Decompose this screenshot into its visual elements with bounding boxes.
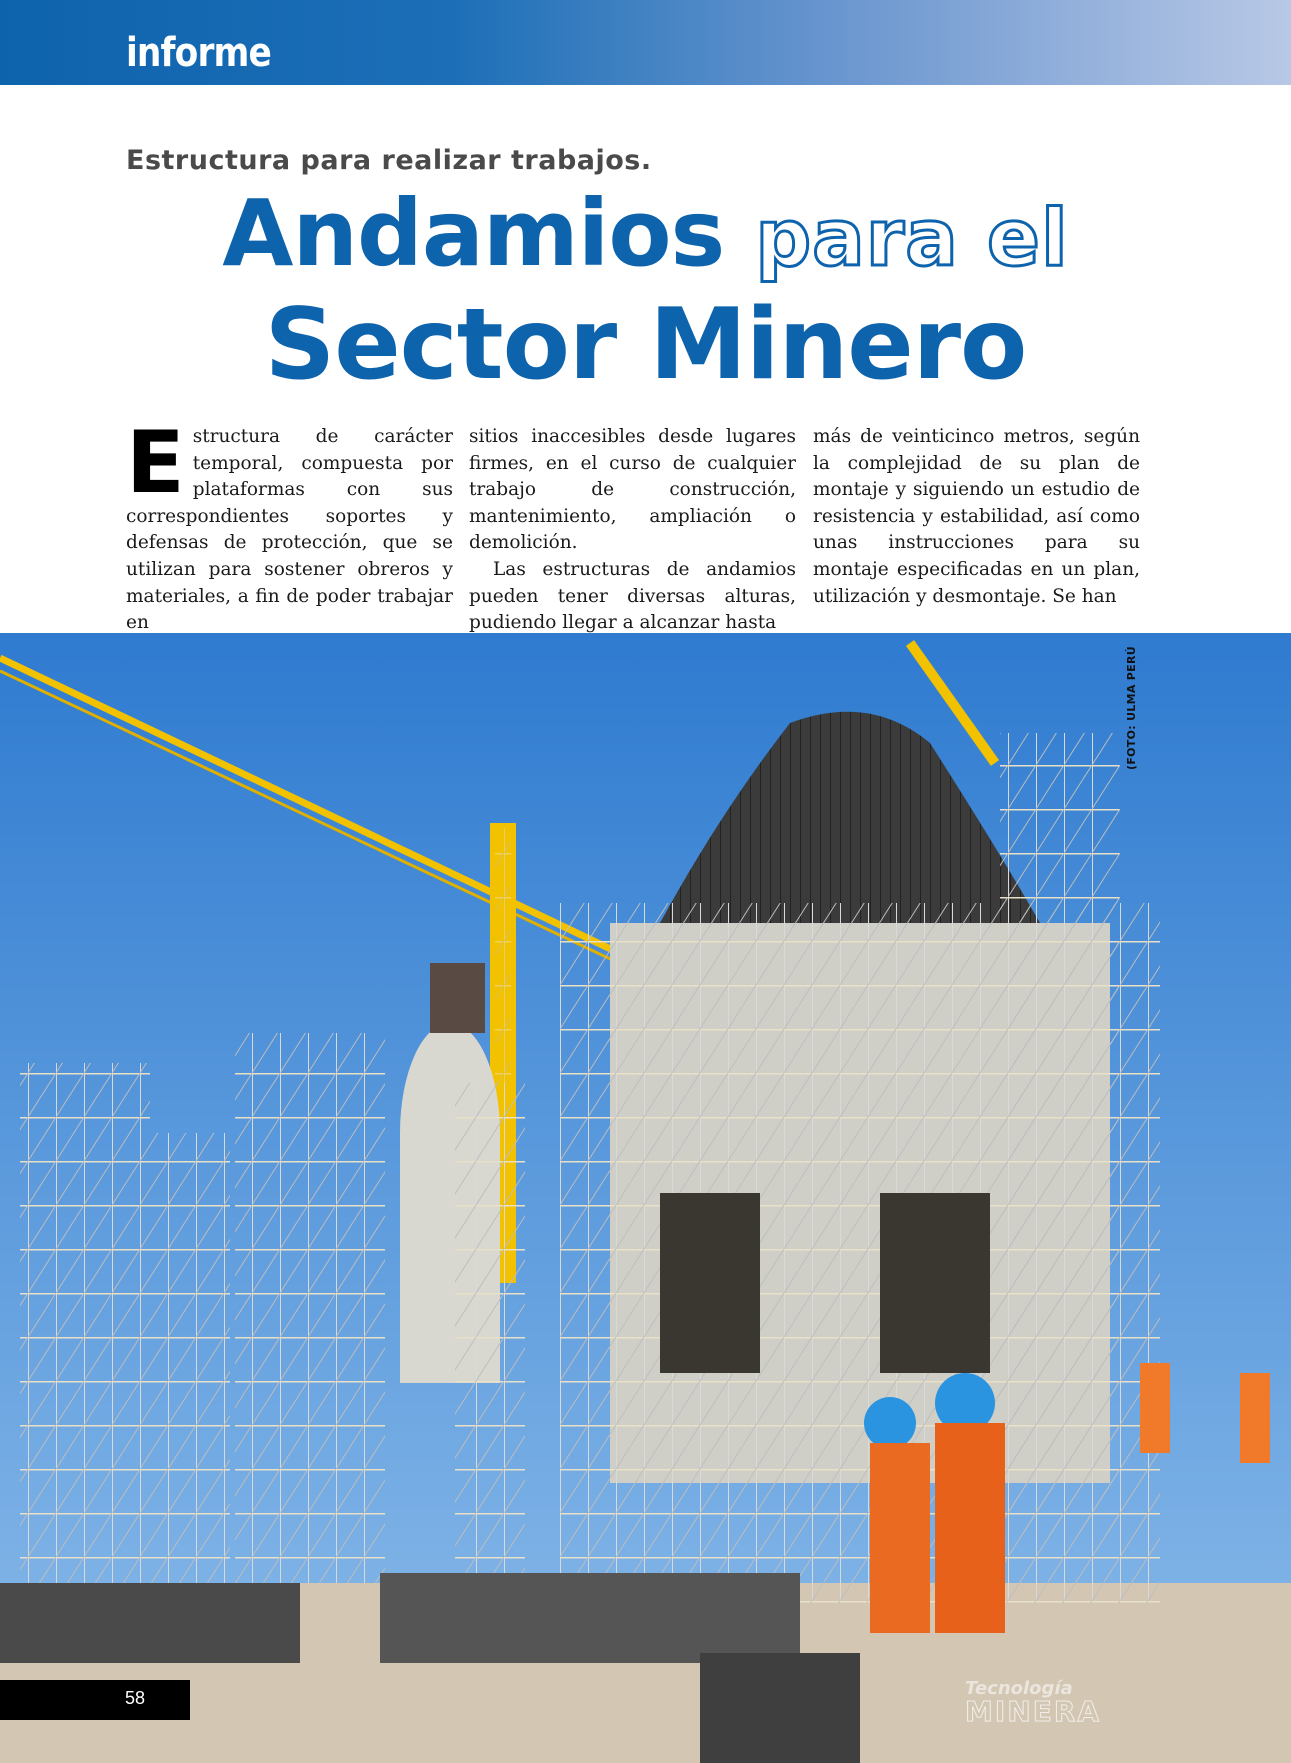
- body-column-3: más de veinticinco metros, según la complejidad de su plan de montaje y siguiendo un estudio de resistencia y estabilidad, así como unas instrucciones para su montaje especificadas en un plan, utilización y desmontaje. Se han: [813, 426, 1140, 607]
- worker-1: [935, 1423, 1005, 1633]
- article-kicker: Estructura para realizar trabajos.: [126, 145, 652, 176]
- article-title-line-1: [0, 180, 1291, 287]
- scaffold-tower-2: [150, 1133, 230, 1583]
- column-2-paragraph-1: sitios inaccesibles desde lugares firmes, en el curso de cualquier trabajo de construcción, mantenimiento, ampliación o demolición.: [469, 426, 796, 554]
- title-bold-word: Andamios: [222, 180, 725, 287]
- body-column-1: [126, 413, 453, 637]
- section-label: informe: [126, 30, 272, 76]
- title-outline-words: para el: [755, 194, 1069, 284]
- dropcap: E: [126, 413, 185, 513]
- magazine-watermark: [965, 1680, 1101, 1726]
- scaffold-tower-3: [235, 1033, 385, 1583]
- rebar-pile-2: [380, 1573, 800, 1663]
- scaffold-tower-1: [20, 1063, 150, 1583]
- body-column-2: [469, 424, 796, 637]
- page-number-box: [0, 1680, 190, 1720]
- article-title-line-2: Sector Minero: [264, 288, 1027, 402]
- construction-photo: [0, 633, 1291, 1763]
- watermark-line-1: Tecnología: [965, 1678, 1073, 1699]
- article-body: [126, 413, 1140, 634]
- scaffolding-illustration: [0, 633, 1291, 1763]
- rebar-pile-1: [0, 1583, 300, 1663]
- column-1-text: structura de carácter temporal, compuesta por plataformas con sus correspondientes soportes y defensas de protección, que se utilizan para sostener obreros y materiales, a fin de poder trabajar en: [126, 426, 453, 634]
- page-number: 58: [125, 1688, 146, 1708]
- watermark-line-2: MINERA: [965, 1695, 1102, 1728]
- photo-credit: (FOTO: ULMA PERÚ: [1125, 646, 1138, 770]
- worker-2: [1140, 1363, 1170, 1453]
- column-2-paragraph-2: Las estructuras de andamios pueden tener diversas alturas, pudiendo llegar a alcanzar hasta: [469, 558, 796, 634]
